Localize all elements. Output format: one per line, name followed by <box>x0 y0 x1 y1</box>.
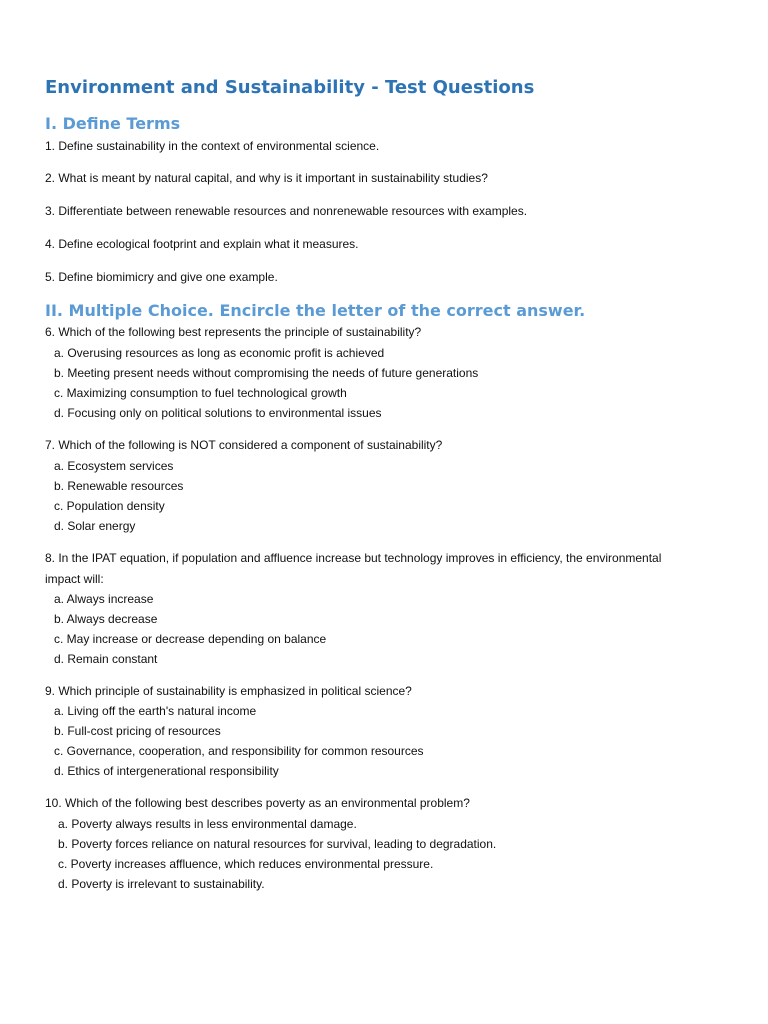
question-7-stem: 7. Which of the following is NOT considered a component of sustainability? <box>45 438 443 452</box>
question-10-option-a[interactable]: a. Poverty always results in less environmental damage. <box>58 817 357 831</box>
question-9-option-a[interactable]: a. Living off the earth's natural income <box>54 704 257 718</box>
question-5: 5. Define biomimicry and give one example. <box>45 270 278 284</box>
question-6-option-c[interactable]: c. Maximizing consumption to fuel technological growth <box>54 386 347 400</box>
question-9-stem: 9. Which principle of sustainability is emphasized in political science? <box>45 684 412 698</box>
question-4: 4. Define ecological footprint and explain what it measures. <box>45 237 359 251</box>
question-10-option-d[interactable]: d. Poverty is irrelevant to sustainability. <box>58 877 265 891</box>
question-2: 2. What is meant by natural capital, and why is it important in sustainability studies? <box>45 171 488 185</box>
question-8-stem-continued: impact will: <box>45 572 104 586</box>
question-7-option-a[interactable]: a. Ecosystem services <box>54 459 174 473</box>
question-8-option-b[interactable]: b. Always decrease <box>54 612 158 626</box>
question-6-option-b[interactable]: b. Meeting present needs without compromising the needs of future generations <box>54 366 479 380</box>
question-6-option-d[interactable]: d. Focusing only on political solutions to environmental issues <box>54 406 382 420</box>
question-9-option-c[interactable]: c. Governance, cooperation, and responsibility for common resources <box>54 744 424 758</box>
question-6-option-a[interactable]: a. Overusing resources as long as economic profit is achieved <box>54 346 385 360</box>
question-8-stem: 8. In the IPAT equation, if population and affluence increase but technology improves in efficiency, the environmental <box>45 551 662 565</box>
section-heading-define-terms: I. Define Terms <box>45 114 181 133</box>
question-9-option-d[interactable]: d. Ethics of intergenerational responsibility <box>54 764 279 778</box>
question-7-option-b[interactable]: b. Renewable resources <box>54 479 184 493</box>
question-10-stem: 10. Which of the following best describes poverty as an environmental problem? <box>45 796 470 810</box>
question-6-stem: 6. Which of the following best represents the principle of sustainability? <box>45 325 422 339</box>
question-8-option-a[interactable]: a. Always increase <box>54 592 154 606</box>
question-7-option-d[interactable]: d. Solar energy <box>54 519 136 533</box>
section-heading-multiple-choice: II. Multiple Choice. Encircle the letter of the correct answer. <box>45 301 586 320</box>
question-1: 1. Define sustainability in the context of environmental science. <box>45 139 380 153</box>
question-10-option-c[interactable]: c. Poverty increases affluence, which reduces environmental pressure. <box>58 857 434 871</box>
document-title: Environment and Sustainability - Test Questions <box>45 77 535 98</box>
question-3: 3. Differentiate between renewable resources and nonrenewable resources with examples. <box>45 204 528 218</box>
question-8-option-c[interactable]: c. May increase or decrease depending on balance <box>54 632 327 646</box>
question-8-option-d[interactable]: d. Remain constant <box>54 652 158 666</box>
question-7-option-c[interactable]: c. Population density <box>54 499 165 513</box>
question-9-option-b[interactable]: b. Full-cost pricing of resources <box>54 724 221 738</box>
question-10-option-b[interactable]: b. Poverty forces reliance on natural resources for survival, leading to degradation. <box>58 837 497 851</box>
